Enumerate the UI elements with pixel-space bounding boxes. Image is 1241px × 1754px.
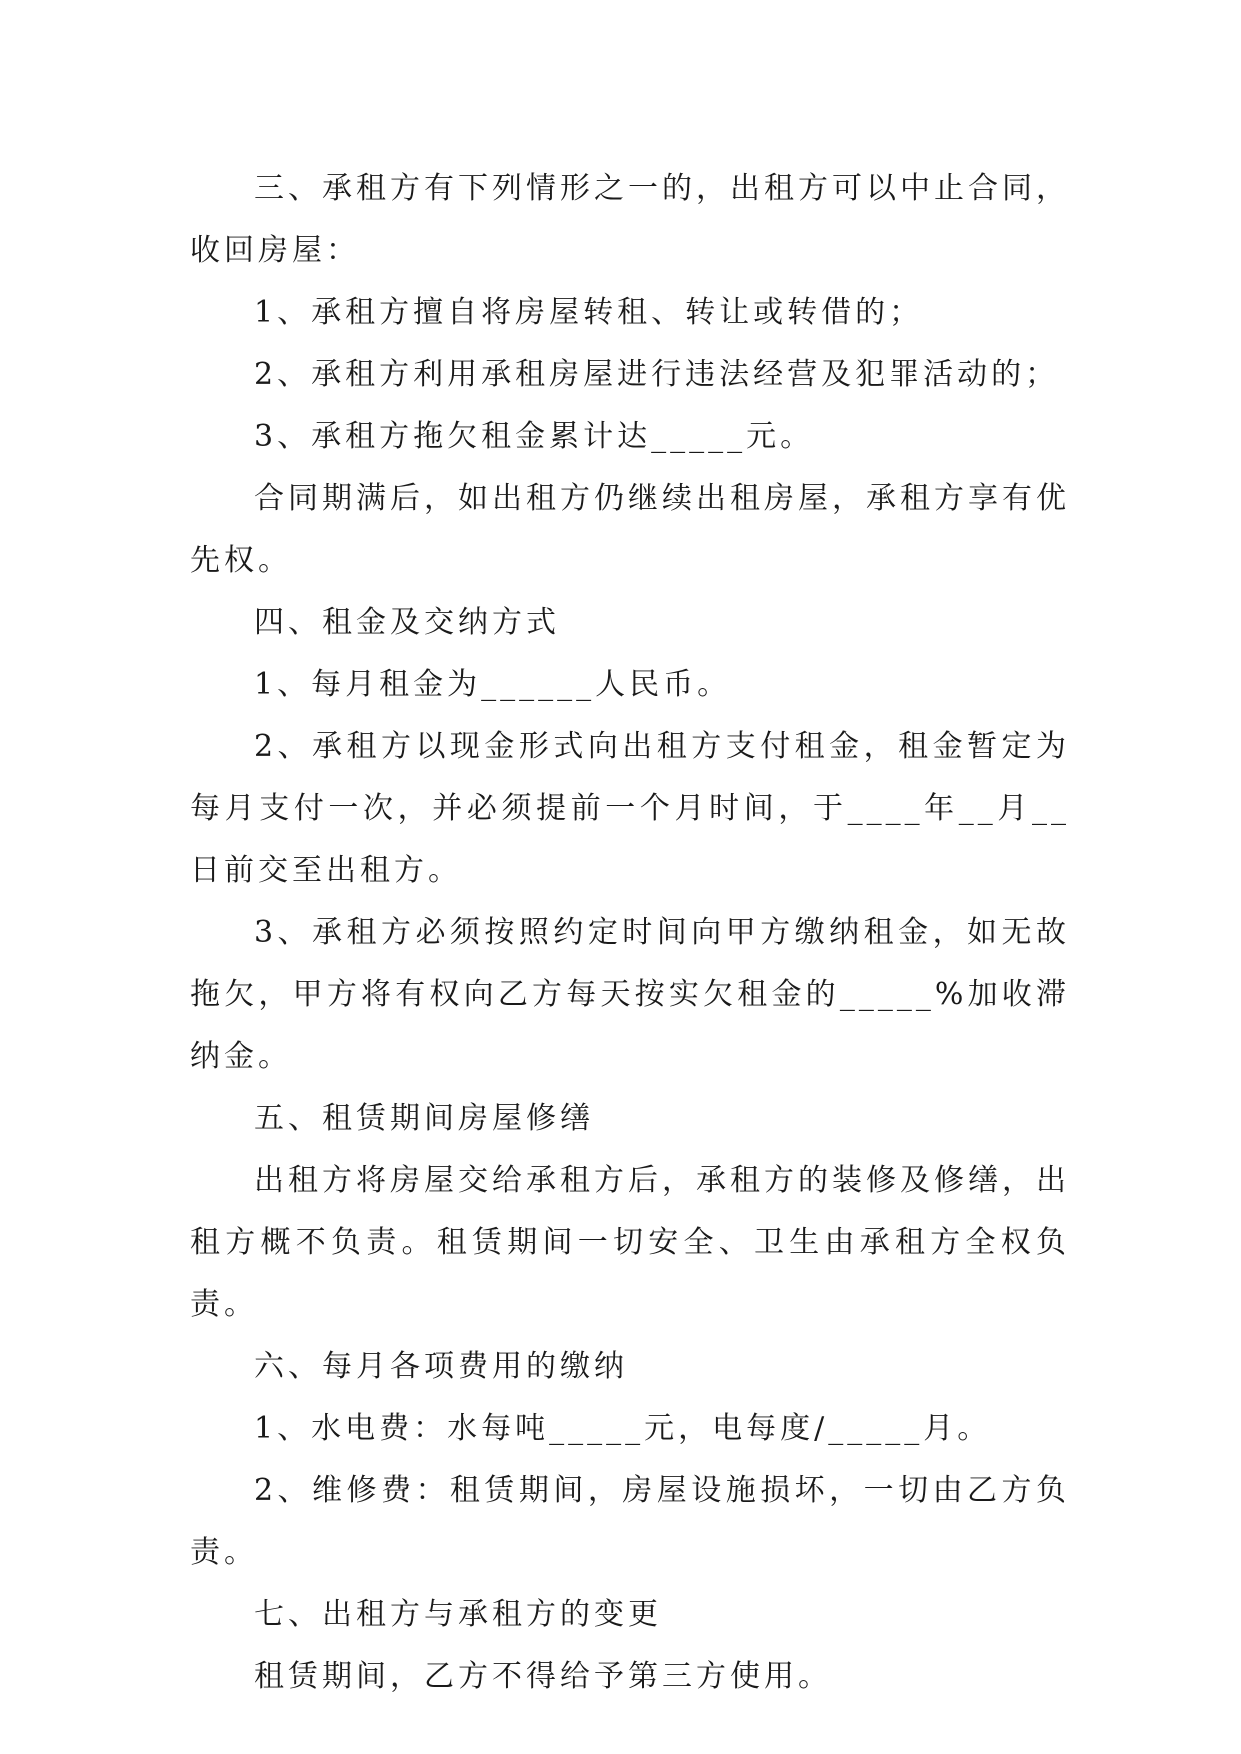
clause-four-item-1: 1、每月租金为______人民币。 (254, 667, 732, 702)
clause-three-item-3: 3、承租方拖欠租金累计达_____元。 (254, 419, 815, 454)
clause-seven-body: 租赁期间，乙方不得给予第三方使用。 (254, 1659, 832, 1694)
priority-right-paragraph: 合同期满后，如出租方仍继续出租房屋，承租方享有优先权。 (190, 481, 1070, 578)
clause-three-item-2: 2、承租方利用承租房屋进行违法经营及犯罪活动的； (254, 357, 1060, 392)
clause-seven-heading: 七、出租方与承租方的变更 (254, 1597, 662, 1632)
clause-three-item-1: 1、承租方擅自将房屋转租、转让或转借的； (254, 295, 924, 330)
document-body (190, 158, 1070, 1708)
clause-six-heading: 六、每月各项费用的缴纳 (254, 1349, 628, 1384)
clause-three-heading: 三、承租方有下列情形之一的，出租方可以中止合同，收回房屋： (190, 171, 1070, 268)
clause-four-item-3: 3、承租方必须按照约定时间向甲方缴纳租金，如无故拖欠，甲方将有权向乙方每天按实欠租金的_____%加收滞纳金。 (190, 915, 1070, 1074)
clause-four-item-2: 2、承租方以现金形式向出租方支付租金，租金暂定为每月支付一次，并必须提前一个月时间，于____年__月__日前交至出租方。 (190, 729, 1070, 888)
clause-six-item-2: 2、维修费：租赁期间，房屋设施损坏，一切由乙方负责。 (190, 1473, 1070, 1570)
clause-five-body: 出租方将房屋交给承租方后，承租方的装修及修缮，出租方概不负责。租赁期间一切安全、卫生由承租方全权负责。 (190, 1163, 1070, 1322)
clause-five-heading: 五、租赁期间房屋修缮 (254, 1101, 594, 1136)
clause-four-heading: 四、租金及交纳方式 (254, 605, 560, 640)
clause-six-item-1: 1、水电费：水每吨_____元，电每度/_____月。 (254, 1411, 992, 1446)
